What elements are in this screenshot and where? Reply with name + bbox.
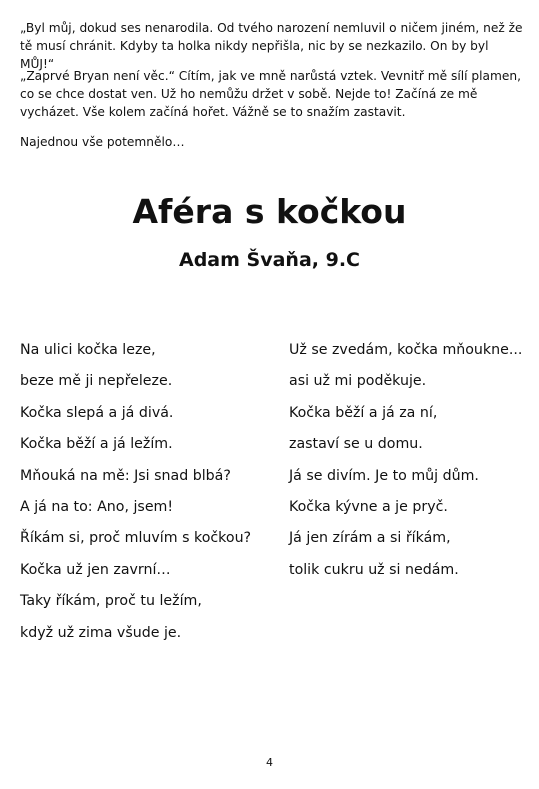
poem-column-right bbox=[289, 340, 539, 591]
poem-column-left bbox=[20, 340, 270, 654]
intro-paragraph-2: „Zaprvé Bryan není věc.“ Cítím, jak ve mně narůstá vztek. Vevnitř mě sílí plamen, co se chce dostat ven. Už ho nemůžu držet v sobě. Nejde to! Začíná ze mě vycházet. Vše kolem začíná hořet. Vážně se to snažím zastavit. bbox=[20, 69, 521, 119]
poem-line: Taky říkám, proč tu ležím, bbox=[20, 593, 202, 610]
poem-author: Adam Švaňa, 9.C bbox=[179, 249, 360, 271]
poem-line: Kočka slepá a já divá. bbox=[20, 404, 174, 421]
intro-paragraph-3: Najednou vše potemnělo… bbox=[20, 135, 185, 149]
poem-line: Říkám si, proč mluvím s kočkou? bbox=[20, 530, 252, 547]
page-number: 4 bbox=[266, 756, 273, 769]
poem-line: zastaví se u domu. bbox=[289, 436, 423, 453]
poem-line: Kočka kývne a je pryč. bbox=[289, 498, 448, 515]
poem-line: Já se divím. Je to můj dům. bbox=[289, 467, 479, 484]
poem-line: Kočka běží a já za ní, bbox=[289, 404, 438, 421]
poem-line: A já na to: Ano, jsem! bbox=[20, 498, 174, 515]
poem-line: Už se zvedám, kočka mňoukne... bbox=[289, 342, 523, 358]
poem-line: Kočka běží a já ležím. bbox=[20, 436, 173, 453]
poem-line: Mňouká na mě: Jsi snad blbá? bbox=[20, 467, 231, 484]
poem-line: beze mě ji nepřeleze. bbox=[20, 373, 173, 390]
poem-line: asi už mi poděkuje. bbox=[289, 373, 427, 390]
poem-line: Kočka už jen zavrní… bbox=[20, 561, 171, 578]
poem-line: Na ulici kočka leze, bbox=[20, 342, 156, 358]
poem-title: Aféra s kočkou bbox=[132, 192, 407, 231]
poem-line: když už zima všude je. bbox=[20, 624, 182, 641]
poem-line: tolik cukru už si nedám. bbox=[289, 561, 459, 578]
poem-line: Já jen zírám a si říkám, bbox=[289, 530, 451, 547]
intro-paragraph-1: „Byl můj, dokud ses nenarodila. Od tvého narození nemluvil o ničem jiném, než že tě musí chránit. Kdyby ta holka nikdy nepřišla, nic by se nezkazilo. On by byl MŮJ!“ bbox=[20, 21, 523, 71]
